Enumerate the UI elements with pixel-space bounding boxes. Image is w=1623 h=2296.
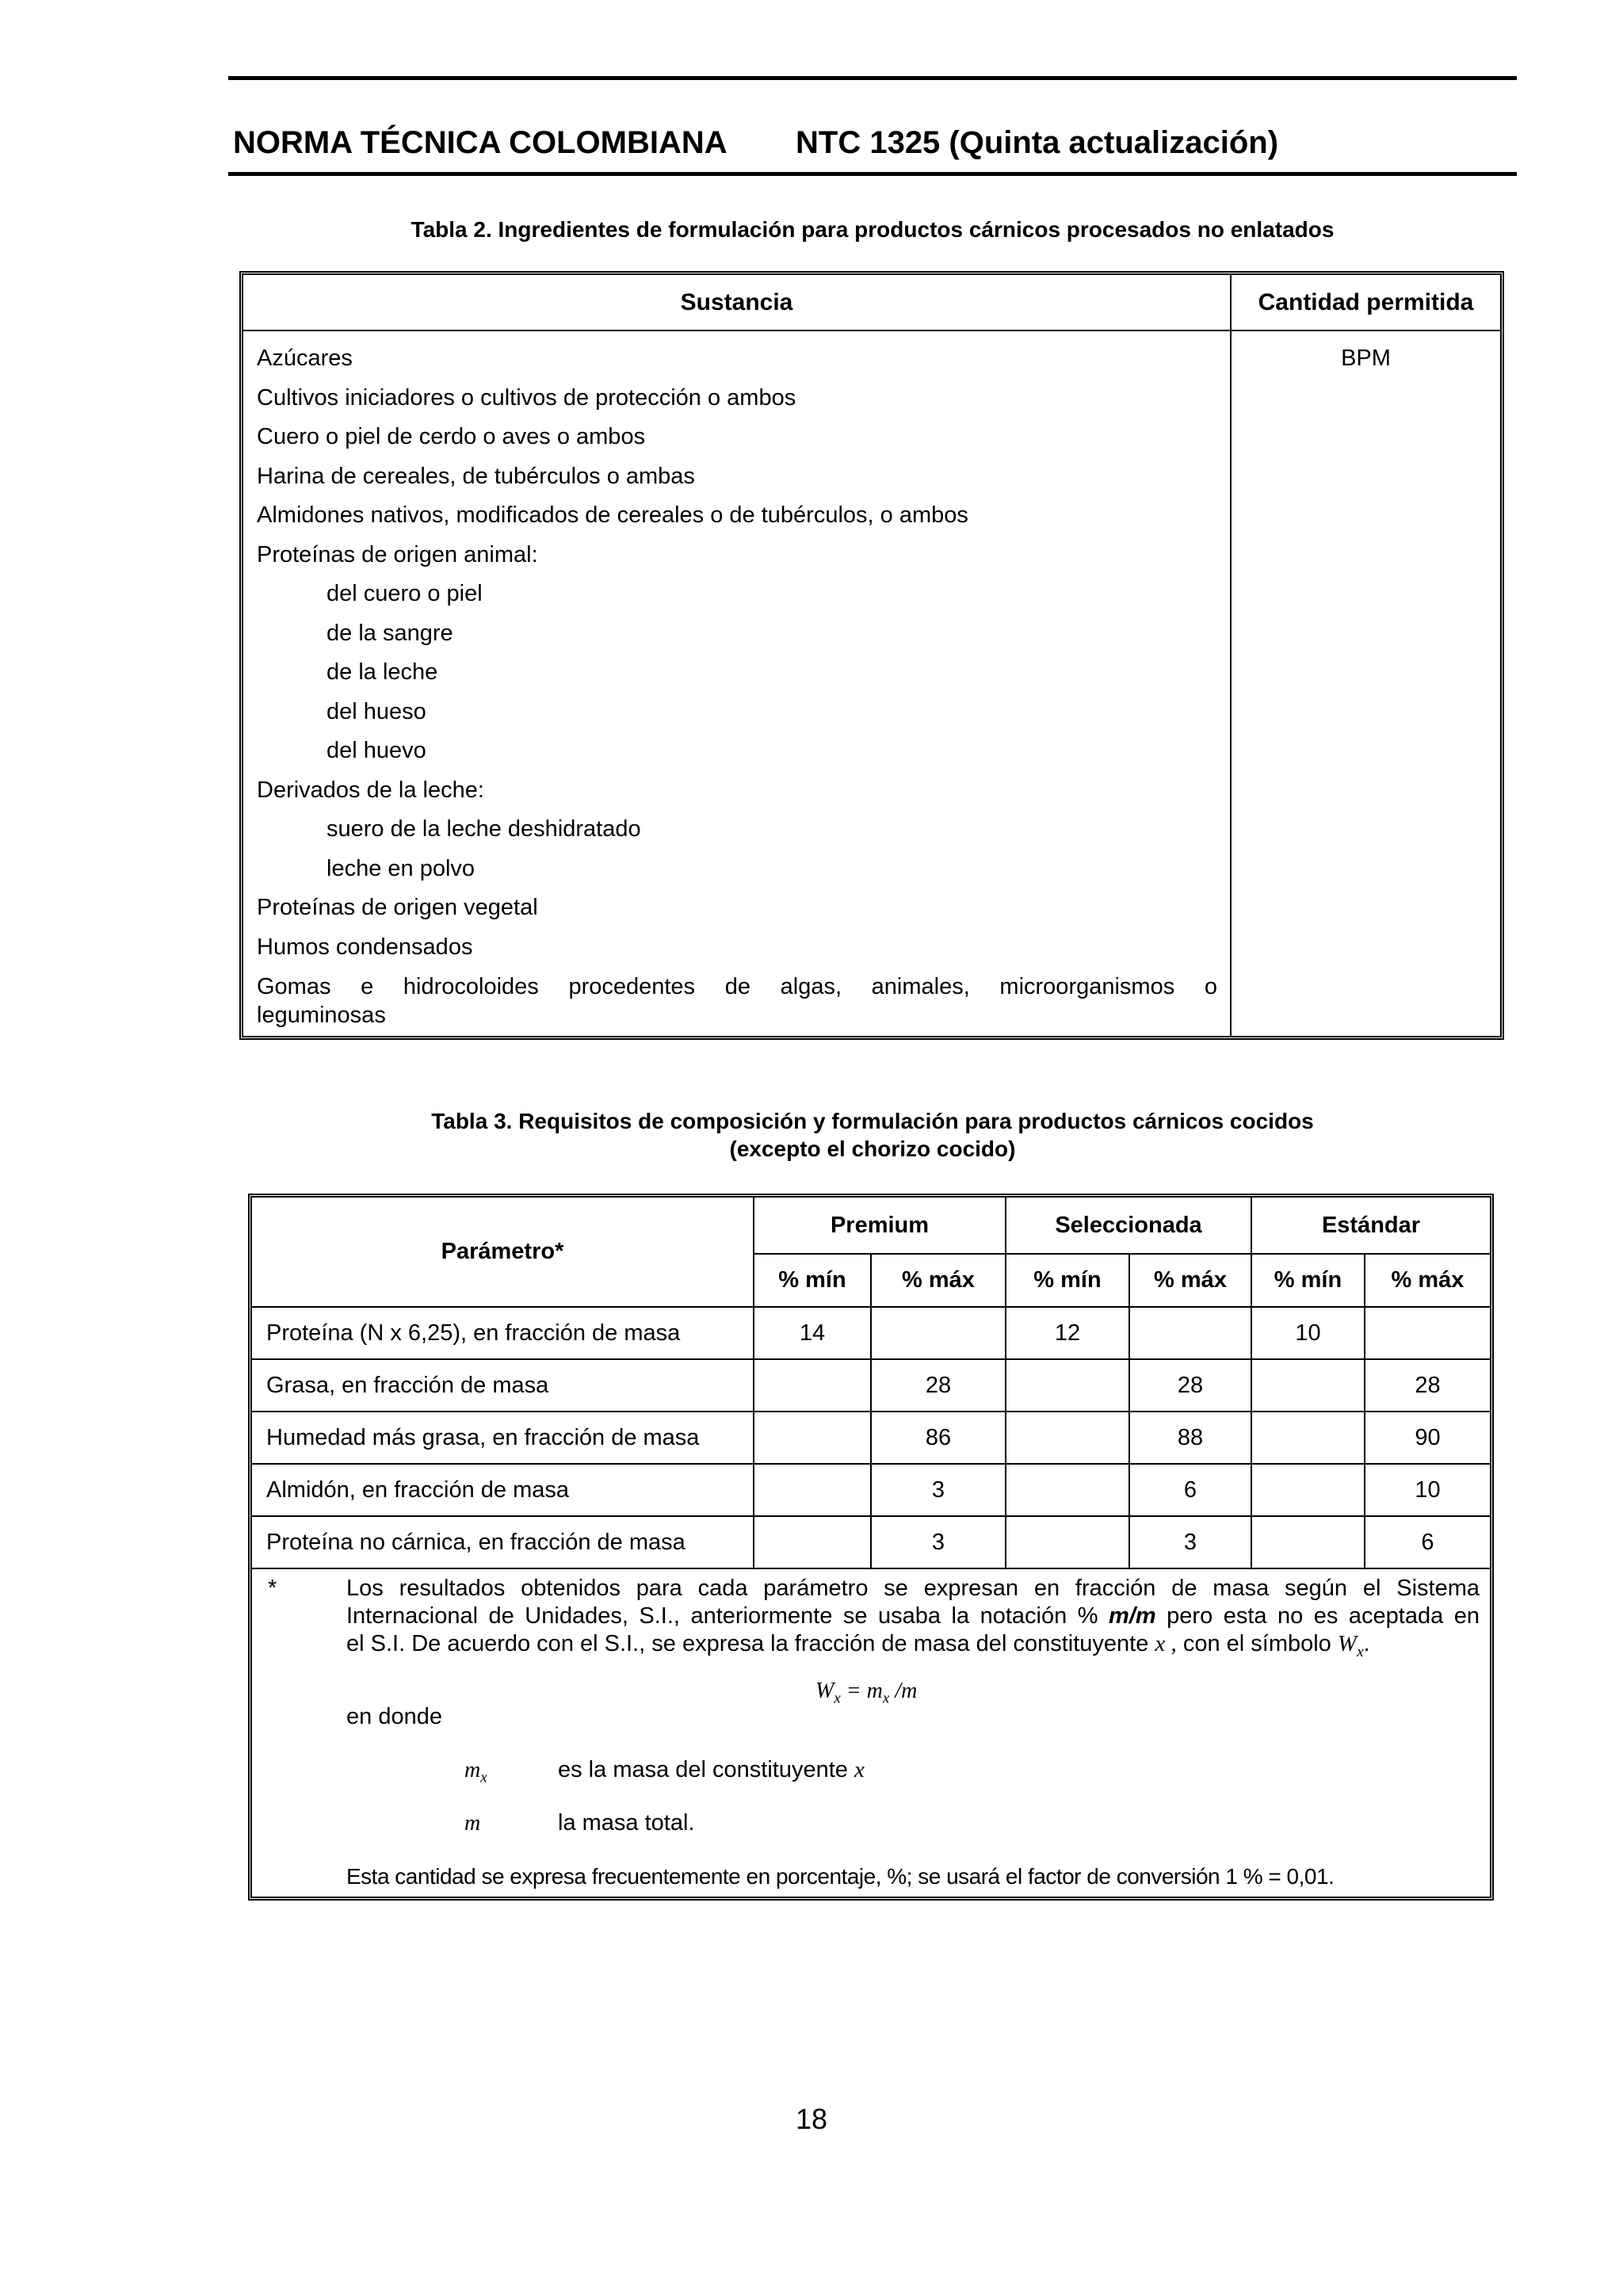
note-line2 (346, 1603, 1480, 1630)
note-line3-a: el S.I. De acuerdo con el S.I., se expresa la fracción de masa del constituyente (346, 1631, 1149, 1656)
list-subitem: suero de la leche deshidratado (327, 816, 641, 842)
def1-desc: es la masa del constituyente (558, 1757, 848, 1782)
list-item-gums-line1: Gomas e hidrocoloides procedentes de algas, animales, microorganismos o (257, 974, 1217, 999)
table3 (248, 1194, 1494, 1901)
table3-value-cell: 28 (925, 1372, 952, 1398)
list-item: Humos condensados (257, 934, 473, 960)
page-number: 18 (795, 2103, 828, 2135)
table3-header-premium: Premium (830, 1212, 930, 1238)
table3-value-cell: 10 (1415, 1477, 1441, 1503)
list-item-gums-line2: leguminosas (257, 1003, 386, 1028)
list-item: Azúcares (257, 346, 353, 371)
table3-param-cell: Proteína (N x 6,25), en fracción de masa (266, 1320, 681, 1346)
table3-value-cell (754, 1412, 870, 1463)
def2-text: la masa total. (558, 1810, 695, 1836)
header-right-title: NTC 1325 (Quinta actualización) (796, 125, 1279, 160)
def1-var: x (854, 1757, 865, 1782)
note-line3-b: con el símbolo (1182, 1631, 1331, 1656)
table3-value-cell: 3 (1183, 1529, 1197, 1555)
list-subitem: del cuero o piel (327, 581, 483, 606)
table3-value-cell: 3 (931, 1477, 945, 1503)
table3-value-cell (872, 1308, 1005, 1358)
note-line3-end: . (1363, 1631, 1370, 1656)
table3-caption-line1: Tabla 3. Requisitos de composición y formulación para productos cárnicos cocidos (431, 1109, 1314, 1133)
table3-value-cell: 86 (925, 1424, 952, 1450)
table3-subheader-max: % máx (1154, 1267, 1227, 1293)
table3-value-cell (1252, 1412, 1364, 1463)
table2-caption: Tabla 2. Ingredientes de formulación para productos cárnicos procesados no enlatados (411, 217, 1335, 242)
table2-column-divider (1230, 275, 1232, 1036)
header-bottom-rule (228, 172, 1517, 176)
note-closing: Esta cantidad se expresa frecuentemente en porcentaje, %; se usará el factor de conversión 1 % = 0,01. (346, 1864, 1335, 1889)
table3-caption-line2: (excepto el chorizo cocido) (729, 1137, 1016, 1161)
table2-header-amount: Cantidad permitida (1258, 289, 1474, 315)
formula (815, 1677, 917, 1713)
table3-value-cell (1365, 1308, 1490, 1358)
header-left-title: NORMA TÉCNICA COLOMBIANA (233, 125, 727, 160)
note-line3-w: W (1337, 1631, 1358, 1656)
table3-value-cell (754, 1465, 870, 1515)
table3-value-cell: 14 (799, 1320, 826, 1346)
table3-param-cell: Humedad más grasa, en fracción de masa (266, 1424, 700, 1450)
table3-subheader-max: % máx (1391, 1267, 1465, 1293)
table3-value-cell: 28 (1415, 1372, 1441, 1398)
formula-sub1: x (834, 1690, 841, 1707)
note-line3-sub: x (1357, 1643, 1364, 1660)
table3-value-cell (1006, 1517, 1128, 1568)
table3-value-cell (754, 1517, 870, 1568)
table2-header-divider (243, 330, 1500, 331)
table3-subheader-min: % mín (1033, 1267, 1102, 1293)
list-subitem: del huevo (327, 738, 426, 763)
table3-value-cell (1252, 1465, 1364, 1515)
table3-subheader-min: % mín (778, 1267, 846, 1293)
list-item: Proteínas de origen vegetal (257, 895, 538, 920)
def1-sub: x (480, 1769, 487, 1786)
list-item-gums (257, 972, 1217, 1030)
table3-value-cell: 6 (1421, 1529, 1434, 1555)
table3-value-cell: 3 (931, 1529, 945, 1555)
table2-header-substance: Sustancia (680, 289, 793, 315)
def1-sym: m (464, 1758, 481, 1782)
note-where: en donde (346, 1704, 442, 1729)
table3-param-cell: Proteína no cárnica, en fracción de masa (266, 1529, 685, 1555)
table3-header-parameter: Parámetro* (441, 1239, 564, 1264)
table3-param-cell: Almidón, en fracción de masa (266, 1477, 570, 1503)
note-line3 (346, 1630, 1480, 1666)
list-subitem: del hueso (327, 698, 426, 724)
table2 (239, 271, 1504, 1040)
note-line2-mm: m/m (1109, 1603, 1156, 1629)
list-item: Proteínas de origen animal: (257, 541, 538, 567)
def1-symbol (464, 1756, 487, 1792)
list-subitem: de la leche (327, 659, 438, 685)
table2-substance-list (257, 345, 1217, 1030)
note-paragraph (346, 1575, 1480, 1666)
note-marker: * (268, 1576, 277, 1601)
list-item: Almidones nativos, modificados de cereales o de tubérculos, o ambos (257, 502, 968, 528)
table3-value-cell: 28 (1177, 1372, 1204, 1398)
table3-value-cell: 88 (1177, 1424, 1204, 1450)
table3-value-cell (754, 1360, 870, 1411)
formula-mid: = m (840, 1679, 883, 1703)
list-item: Cultivos iniciadores o cultivos de protección o ambos (257, 384, 796, 411)
table3-subheader-max: % máx (902, 1267, 975, 1293)
header-top-rule (228, 76, 1517, 80)
table3-header-estandar: Estándar (1321, 1212, 1421, 1238)
note-line1: Los resultados obtenidos para cada parámetro se expresan en fracción de masa según el Sistema (346, 1576, 1480, 1601)
list-item: Cuero o piel de cerdo o aves o ambos (257, 424, 646, 449)
table3-value-cell (1252, 1360, 1364, 1411)
table3-value-cell: 90 (1415, 1424, 1441, 1450)
formula-sub2: x (882, 1690, 890, 1707)
table3-value-cell (1006, 1412, 1128, 1463)
list-subitem: leche en polvo (327, 855, 475, 881)
note-line3-x: x , (1155, 1631, 1177, 1656)
def2-symbol: m (464, 1811, 481, 1836)
table3-value-cell (1252, 1517, 1364, 1568)
note-line2-b: pero esta no es aceptada en (1167, 1603, 1480, 1629)
table3-value-cell (1130, 1308, 1251, 1358)
note-line2-a: Internacional de Unidades, S.I., anteriormente se usaba la notación % (346, 1603, 1098, 1629)
formula-end: /m (889, 1679, 918, 1703)
table3-value-cell (1006, 1360, 1128, 1411)
table3-value-cell: 12 (1054, 1320, 1081, 1346)
list-item: Harina de cereales, de tubérculos o ambas (257, 463, 695, 489)
table2-amount-value: BPM (1341, 346, 1391, 371)
formula-w: W (815, 1679, 834, 1703)
list-subitem: de la sangre (327, 620, 453, 646)
table3-value-cell: 10 (1295, 1320, 1321, 1346)
table3-param-cell: Grasa, en fracción de masa (266, 1372, 549, 1398)
table3-subheader-min: % mín (1274, 1267, 1342, 1293)
table3-value-cell (1006, 1465, 1128, 1515)
table3-value-cell: 6 (1183, 1477, 1197, 1503)
list-item: Derivados de la leche: (257, 777, 484, 803)
table3-header-seleccionada: Seleccionada (1055, 1212, 1202, 1238)
def1-text (558, 1756, 865, 1784)
